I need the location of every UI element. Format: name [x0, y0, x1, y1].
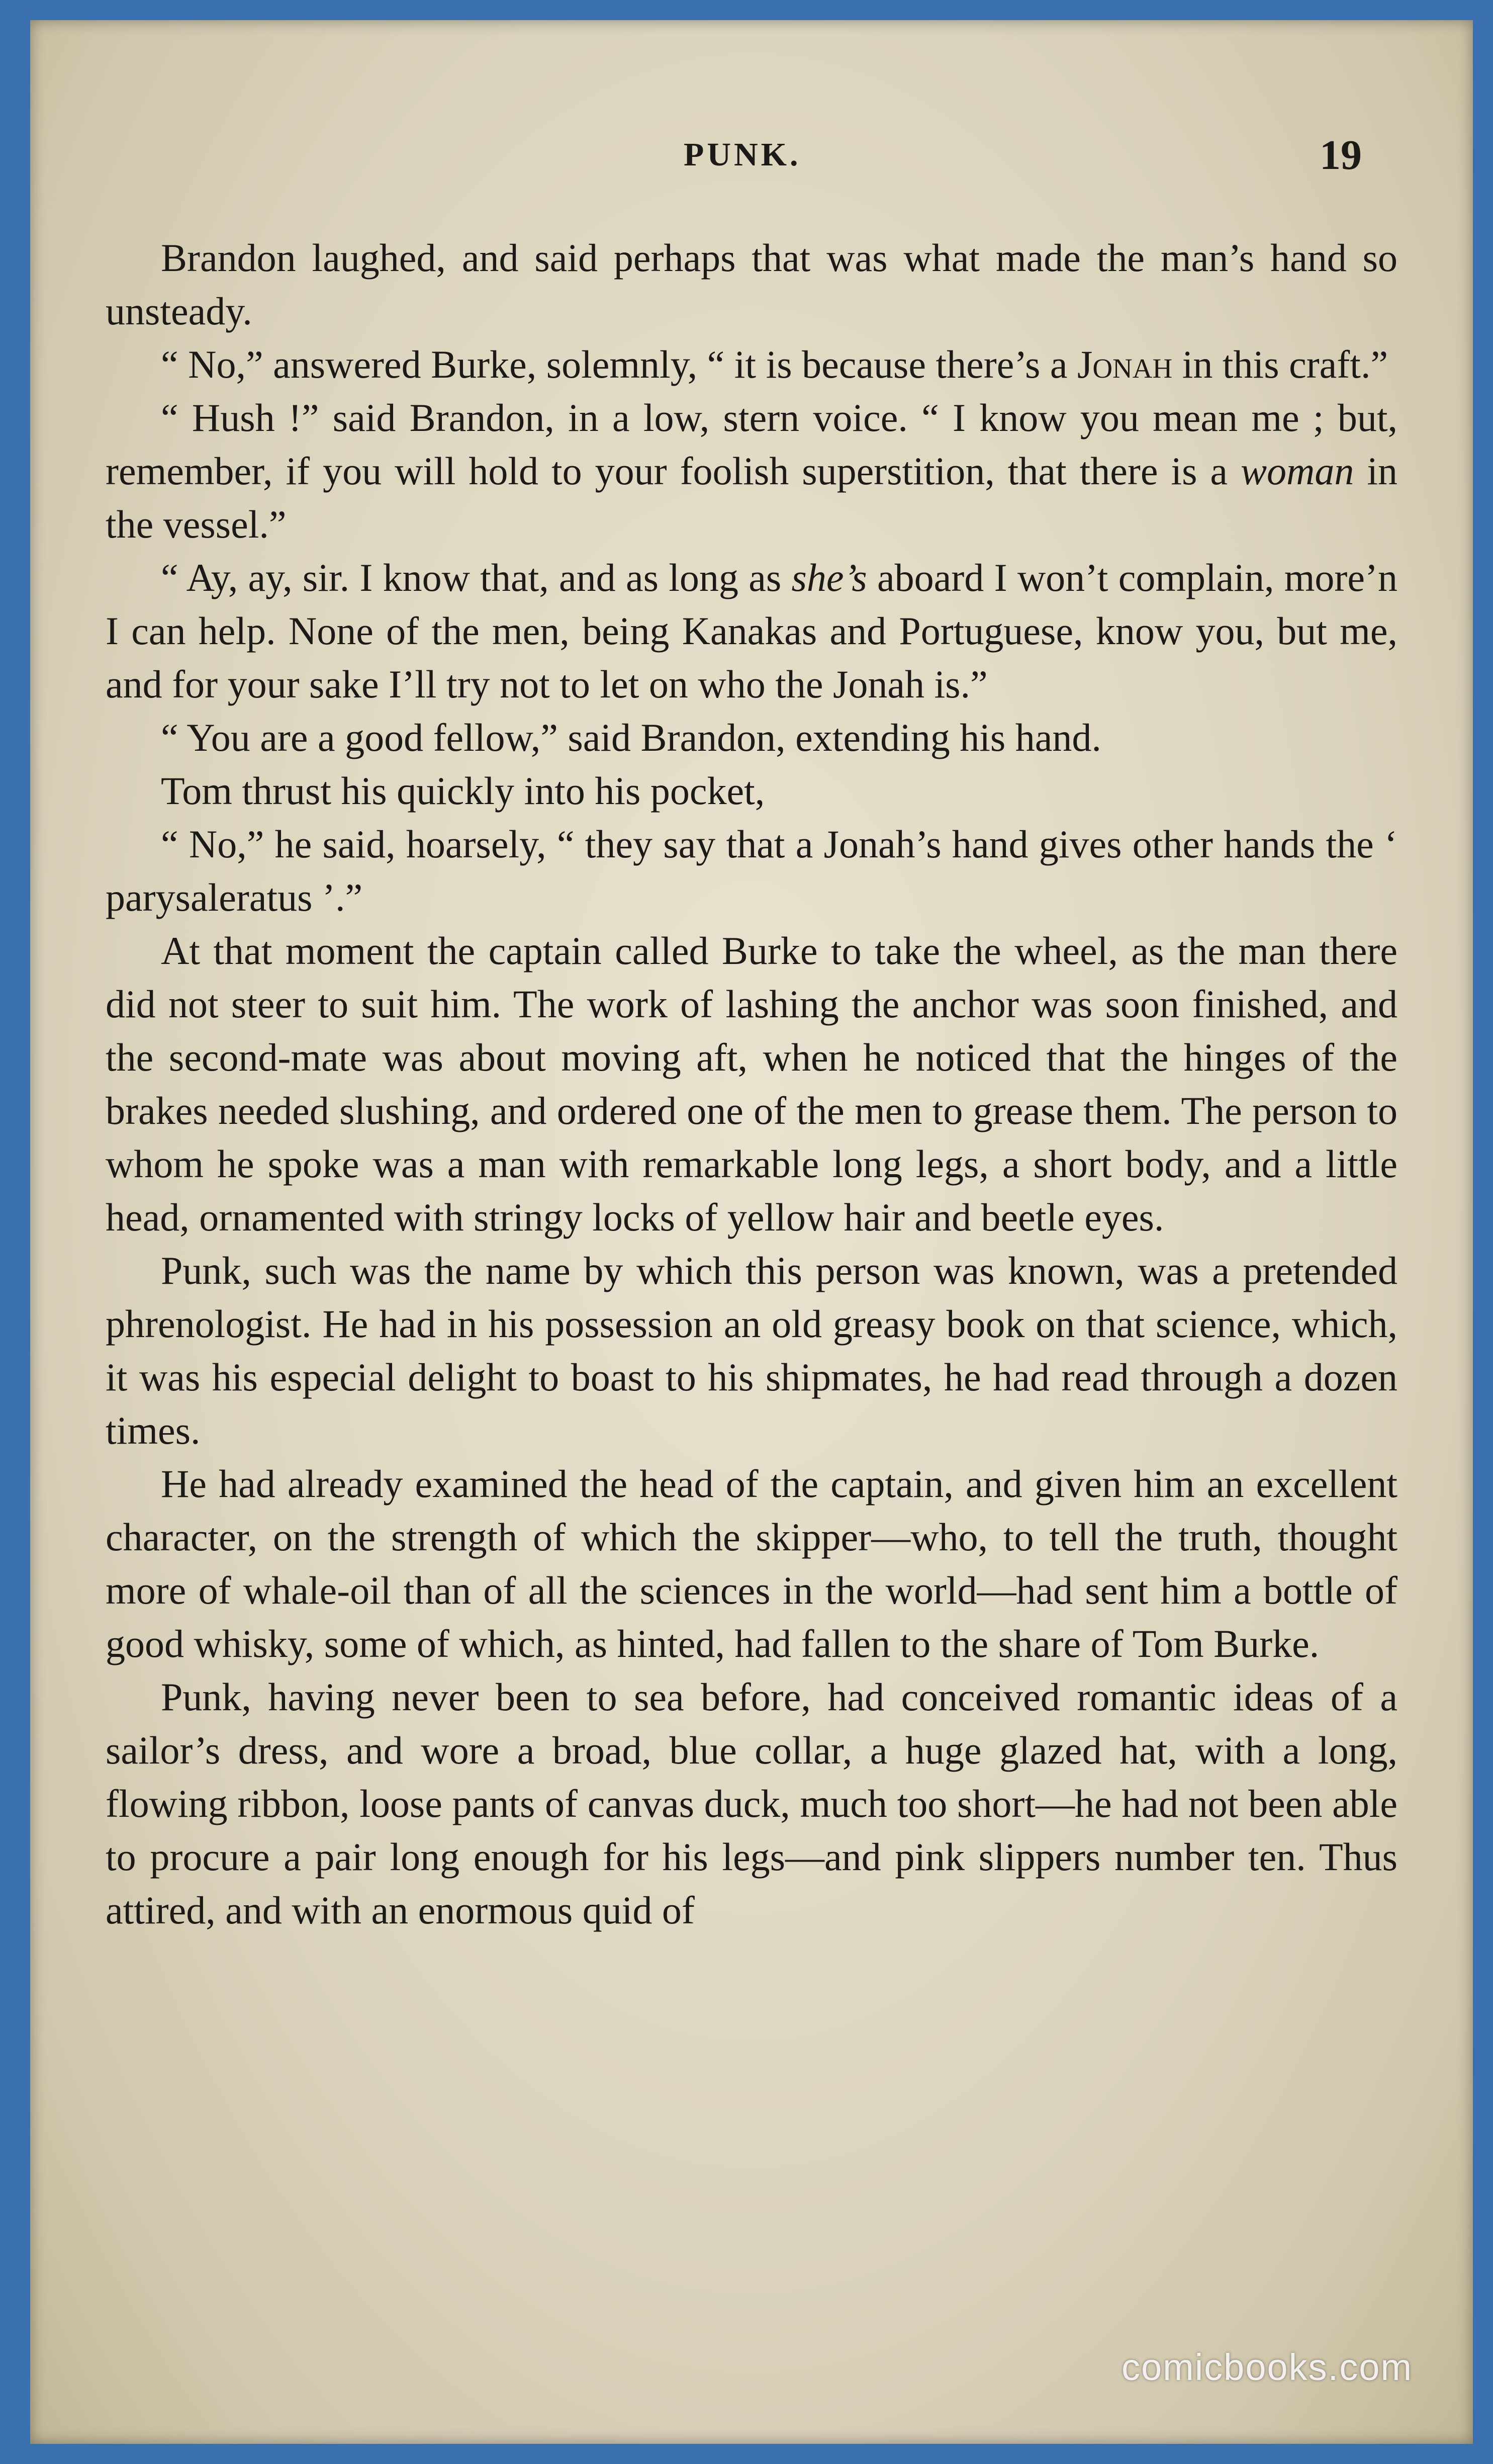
paragraph-text: “ No,” answered Burke, solemnly, “ it is because there’s a	[161, 342, 1077, 386]
paragraph: Punk, having never been to sea before, had conceived romantic ideas of a sailor’s dress, and wore a broad, blue collar, a huge glazed hat, with a long, flowing ribbon, loose pants of canvas duck, much too short—he had not been able to procure a pair long enough for his legs—and pink slippers number ten. Thus attired, and with an enormous quid of	[106, 1675, 1397, 1932]
paragraph-text: aboard I won’t complain, more’n I can help. None of the men, being Kanakas and Portuguese, know you, but me, and for your sake I’ll try not to let on who the Jonah is.”	[106, 556, 1398, 706]
paragraph	[106, 551, 1397, 711]
paragraph: He had already examined the head of the captain, and given him an excellent character, on the strength of which the skipper—who, to tell the truth, thought more of whale-oil than of all the sciences in the world—had sent him a bottle of good whisky, some of which, as hinted, had fallen to the share of Tom Burke.	[106, 1462, 1397, 1665]
paragraph-text: in this craft.”	[1172, 342, 1388, 386]
emphasis-shes: she’s	[791, 556, 867, 599]
paragraph: Punk, such was the name by which this person was known, was a pretended phrenologist. He had in his possession an old greasy book on that science, which, it was his especial delight to boast to his shipmates, he had read through a dozen times.	[106, 1249, 1397, 1452]
page-number: 19	[1320, 132, 1362, 179]
paragraph-text: in the vessel.”	[106, 449, 1398, 546]
paragraph-text: “ Hush !” said Brandon, in a low, stern voice. “ I know you mean me ; but, remember, if you will hold to your foolish superstition, that there is a	[106, 396, 1397, 493]
paragraph: Brandon laughed, and said perhaps that was what made the man’s hand so unsteady.	[106, 236, 1397, 333]
paragraph: “ You are a good fellow,” said Brandon, extending his hand.	[161, 716, 1101, 759]
paragraph	[106, 338, 1397, 391]
running-head: PUNK.	[684, 136, 801, 173]
page-header	[30, 132, 1473, 191]
emphasis-woman: woman	[1241, 449, 1354, 493]
paragraph: At that moment the captain called Burke to take the wheel, as the man there did not steer to suit him. The work of lashing the anchor was soon finished, and the second-mate was about moving aft, when he noticed that the hinges of the brakes needed slushing, and ordered one of the men to grease them. The person to whom he spoke was a man with remarkable long legs, a short body, and a little head, ornamented with stringy locks of yellow hair and beetle eyes.	[106, 929, 1397, 1239]
paragraph	[106, 391, 1397, 551]
paragraph: “ No,” he said, hoarsely, “ they say that a Jonah’s hand gives other hands the ‘ parysaleratus ’.”	[106, 822, 1397, 919]
body-text	[106, 231, 1397, 1937]
jonah-word: Jonah	[1077, 342, 1173, 386]
paragraph: Tom thrust his quickly into his pocket,	[161, 769, 765, 813]
paragraph-text: “ Ay, ay, sir. I know that, and as long as	[161, 556, 792, 599]
watermark: comicbooks.com	[1121, 2346, 1413, 2388]
book-page	[30, 20, 1473, 2444]
